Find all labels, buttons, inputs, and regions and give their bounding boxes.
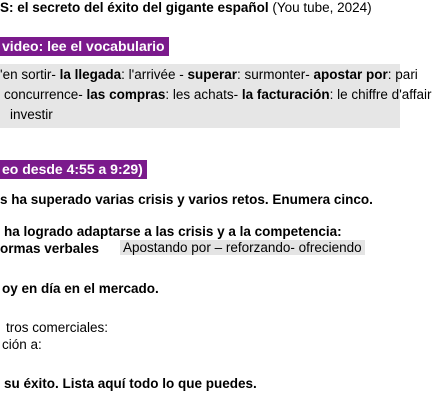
document-title	[0, 0, 372, 16]
vocab_line2-segment: las compras	[86, 87, 166, 102]
vocab_line1-segment: -	[51, 67, 60, 82]
vocab_line2-segment: concurrence-	[4, 87, 87, 102]
question-adaptation: ha logrado adaptarse a las crisis y a la competencia:	[4, 224, 342, 239]
question-market-today: oy en día en el mercado.	[2, 281, 159, 296]
title-bold: S: el secreto del éxito del gigante español	[0, 0, 269, 15]
vocab_line1-segment: : surmonter-	[237, 67, 314, 82]
vocab_line1-segment: 'en sortir	[0, 67, 52, 82]
vocab_line1-segment: : l'arrivée -	[121, 67, 188, 82]
title-source: (You tube, 2024)	[268, 0, 372, 15]
vocab_line1-segment: la llegada	[59, 67, 122, 82]
vocab_line1-segment: apostar por	[313, 67, 388, 82]
question-crises: s ha superado varias crisis y varios retos. Enumera cinco.	[0, 192, 373, 207]
vocab_line2-segment: : les achats-	[165, 87, 242, 102]
question-relation: ción a:	[2, 337, 42, 352]
vocab_line2-segment: : le chiffre d'affair	[329, 87, 432, 102]
verb-forms-label: ormas verbales	[0, 241, 100, 256]
vocab_line1-segment: : pari	[387, 67, 418, 82]
vocab-line-3: investir	[10, 107, 53, 122]
vocab-line-2	[4, 87, 432, 103]
verb-forms-answer-highlight: Apostando por – reforzando- ofreciendo	[120, 240, 365, 255]
verb-forms-answer	[120, 240, 365, 256]
vocab-line-1	[0, 67, 418, 83]
vocab_line2-segment: la facturación	[241, 87, 330, 102]
question-success-list: su éxito. Lista aquí todo lo que puedes.	[4, 376, 257, 391]
vocab_line1-segment: superar	[187, 67, 237, 82]
section-header-vocabulary: video: lee el vocabulario	[0, 37, 169, 56]
section-header-video-range: eo desde 4:55 a 9:29)	[0, 160, 147, 179]
verb-forms-row	[0, 241, 99, 257]
question-commercial-centers: tros comerciales:	[6, 320, 109, 335]
